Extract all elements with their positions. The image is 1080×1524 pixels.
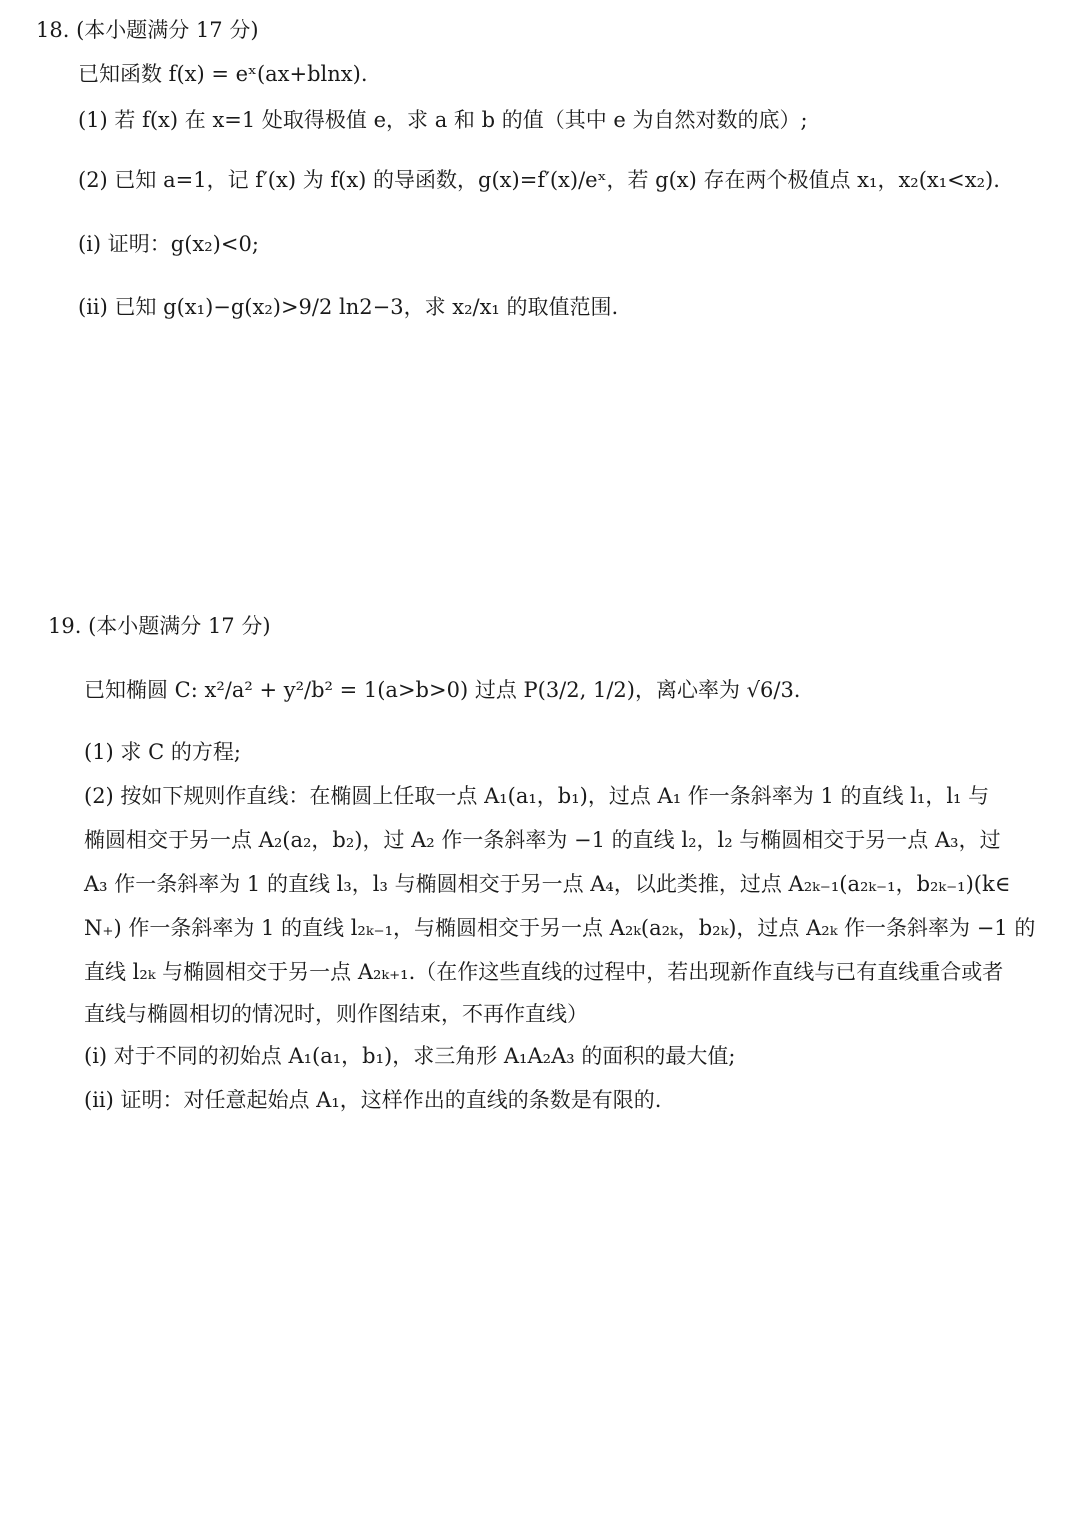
question-18-part-1: (1) 若 f(x) 在 x=1 处取得极值 e，求 a 和 b 的值（其中 e 为自然对数的底）; (78, 108, 808, 132)
question-18-stem: 已知函数 f(x) = eˣ(ax+blnx). (78, 62, 368, 86)
question-19-part-2-line-4: N₊) 作一条斜率为 1 的直线 l₂ₖ₋₁，与椭圆相交于另一点 A₂ₖ(a₂ₖ，b₂ₖ)，过点 A₂ₖ 作一条斜率为 −1 的 (84, 916, 1036, 940)
question-19-part-2-line-6: 直线与椭圆相切的情况时，则作图结束，不再作直线） (84, 1002, 588, 1026)
question-19-header: 19. (本小题满分 17 分) (48, 614, 271, 638)
question-19-part-2-line-5: 直线 l₂ₖ 与椭圆相交于另一点 A₂ₖ₊₁.（在作这些直线的过程中，若出现新作直线与已有直线重合或者 (84, 960, 1004, 984)
question-19-part-1: (1) 求 C 的方程; (84, 740, 241, 764)
question-18-part-2: (2) 已知 a=1，记 f′(x) 为 f(x) 的导函数，g(x)=f′(x)/eˣ，若 g(x) 存在两个极值点 x₁，x₂(x₁<x₂). (78, 168, 1000, 192)
question-18-part-ii: (ii) 已知 g(x₁)−g(x₂)>9/2 ln2−3，求 x₂/x₁ 的取值范围. (78, 295, 619, 319)
question-19-part-i: (i) 对于不同的初始点 A₁(a₁，b₁)，求三角形 A₁A₂A₃ 的面积的最大值; (84, 1044, 736, 1068)
question-18-header: 18. (本小题满分 17 分) (36, 18, 259, 42)
question-19-part-2-line-1: (2) 按如下规则作直线：在椭圆上任取一点 A₁(a₁，b₁)，过点 A₁ 作一条斜率为 1 的直线 l₁，l₁ 与 (84, 784, 990, 808)
question-19-part-2-line-2: 椭圆相交于另一点 A₂(a₂，b₂)，过 A₂ 作一条斜率为 −1 的直线 l₂，l₂ 与椭圆相交于另一点 A₃，过 (84, 828, 1001, 852)
question-19-part-ii: (ii) 证明：对任意起始点 A₁，这样作出的直线的条数是有限的. (84, 1088, 662, 1112)
question-19-part-2-line-3: A₃ 作一条斜率为 1 的直线 l₃，l₃ 与椭圆相交于另一点 A₄，以此类推，过点 A₂ₖ₋₁(a₂ₖ₋₁，b₂ₖ₋₁)(k∈ (84, 872, 1011, 896)
question-19-stem: 已知椭圆 C: x²/a² + y²/b² = 1(a>b>0) 过点 P(3/2, 1/2)，离心率为 √6/3. (84, 678, 801, 702)
question-18-part-i: (i) 证明：g(x₂)<0; (78, 232, 259, 256)
